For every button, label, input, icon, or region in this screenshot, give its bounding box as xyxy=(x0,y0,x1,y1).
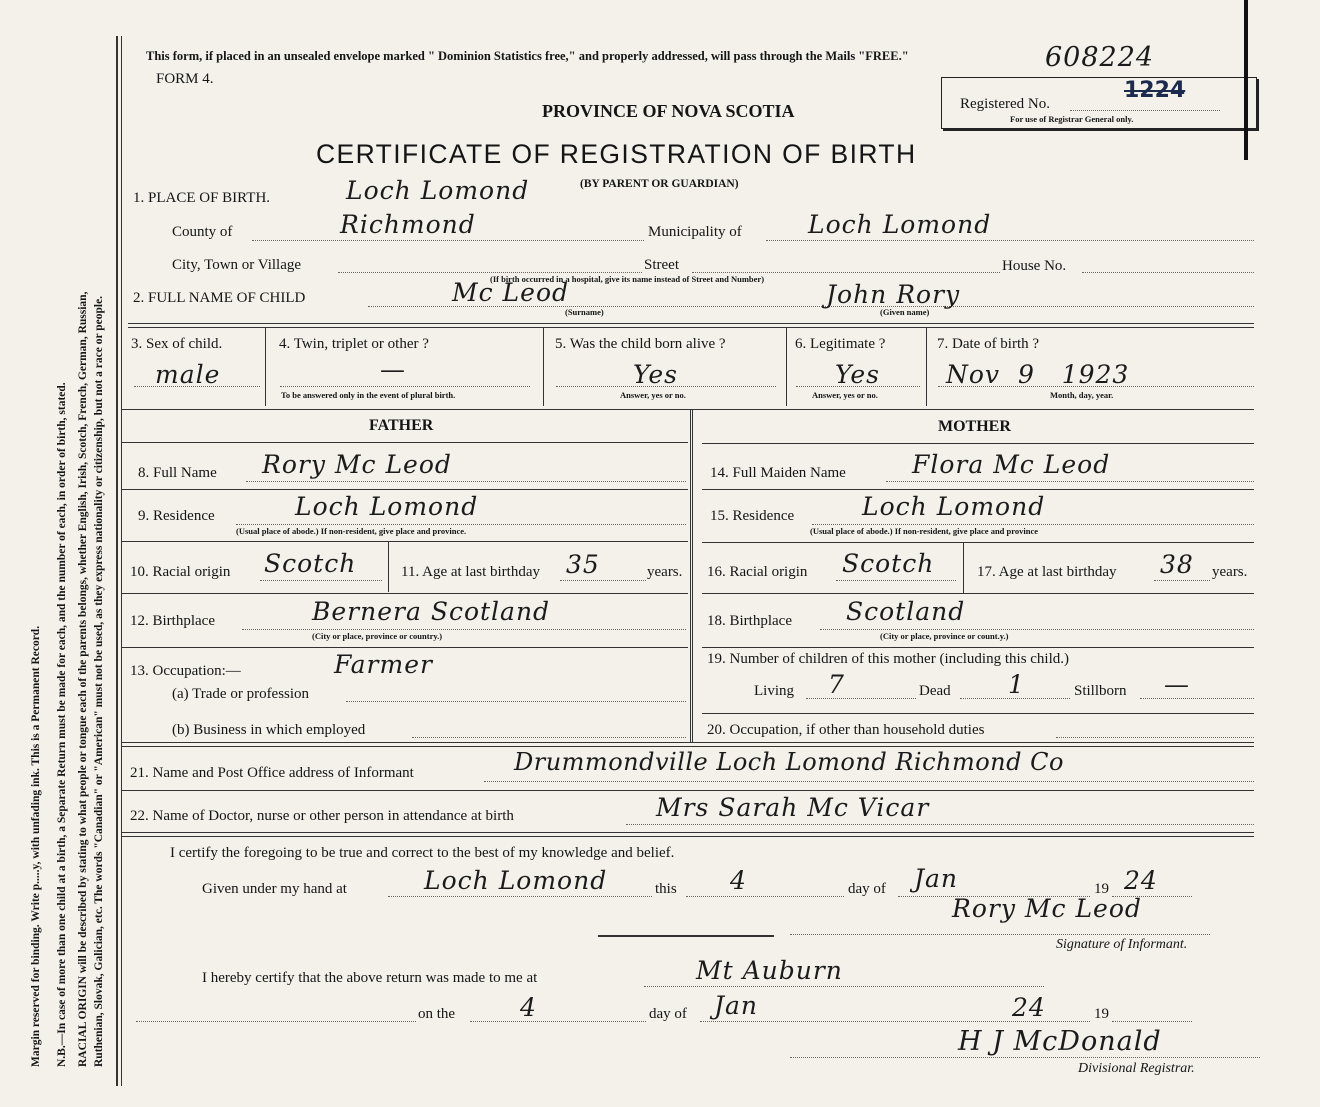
registered-no-box xyxy=(941,77,1257,129)
city-label: City, Town or Village xyxy=(172,257,302,273)
registrar-year-value: 24 xyxy=(1012,993,1046,1022)
surname-caption: (Surname) xyxy=(565,307,604,317)
dead-label: Dead xyxy=(919,683,951,699)
mother-racial-value: Scotch xyxy=(842,549,935,578)
registration-number-handwritten: 608224 xyxy=(1045,42,1155,73)
born-alive-label: 5. Was the child born alive ? xyxy=(555,336,726,352)
born-alive-value: Yes xyxy=(633,360,678,389)
municipality-label: Municipality of xyxy=(648,224,742,240)
registrar-on-label: on the xyxy=(418,1006,456,1022)
divider xyxy=(122,409,1254,410)
legitimate-value: Yes xyxy=(835,360,880,389)
given-month-value: Jan xyxy=(914,864,959,893)
binding-line xyxy=(116,36,118,1086)
given-place-value: Loch Lomond xyxy=(424,866,608,895)
ink-stroke xyxy=(1244,0,1248,160)
father-residence-label: 9. Residence xyxy=(138,508,215,524)
mail-notice: This form, if placed in an unsealed envelope marked " Dominion Statistics free," and properly addressed, will pass through the Mails "FREE." xyxy=(146,49,909,63)
father-racial-label: 10. Racial origin xyxy=(130,564,231,580)
father-occupation-value: Farmer xyxy=(334,650,433,679)
mother-birthplace-label: 18. Birthplace xyxy=(707,613,792,629)
place-of-birth-label: 1. PLACE OF BIRTH. xyxy=(133,190,271,206)
registrar-dayof-label: day of xyxy=(649,1006,687,1022)
mother-name-value: Flora Mc Leod xyxy=(912,450,1111,479)
parents-divider xyxy=(690,410,693,742)
registrar-place-value: Mt Auburn xyxy=(696,956,843,985)
trade-label: (a) Trade or profession xyxy=(172,686,310,702)
father-age-label: 11. Age at last birthday xyxy=(401,564,540,580)
registrar-day-value: 4 xyxy=(520,993,537,1022)
informant-value: Drummondville Loch Lomond Richmond Co xyxy=(514,748,1064,776)
mother-age-label: 17. Age at last birthday xyxy=(977,564,1117,580)
informant-label: 21. Name and Post Office address of Informant xyxy=(130,765,414,781)
twin-note: To be answered only in the event of plural birth. xyxy=(281,390,456,400)
mother-age-years: years. xyxy=(1212,564,1248,580)
mother-racial-label: 16. Racial origin xyxy=(707,564,808,580)
mother-name-label: 14. Full Maiden Name xyxy=(710,465,846,481)
father-birthplace-label: 12. Birthplace xyxy=(130,613,215,629)
father-racial-value: Scotch xyxy=(264,549,357,578)
given-dayof-label: day of xyxy=(848,881,886,897)
mother-age-value: 38 xyxy=(1160,550,1194,579)
province-heading: PROVINCE OF NOVA SCOTIA xyxy=(542,101,795,121)
this-label: this xyxy=(655,881,677,897)
stillborn-label: Stillborn xyxy=(1074,683,1127,699)
father-birthplace-note: (City or place, province or country.) xyxy=(312,631,443,641)
registrar-signature-label: Divisional Registrar. xyxy=(1078,1061,1195,1076)
dead-value: 1 xyxy=(1008,670,1025,699)
given-year-value: 24 xyxy=(1124,866,1158,895)
informant-signature-label: Signature of Informant. xyxy=(1056,937,1188,952)
stillborn-value: — xyxy=(1164,670,1190,699)
street-label: Street xyxy=(644,257,679,273)
by-parent-note: (BY PARENT OR GUARDIAN) xyxy=(580,178,739,190)
hospital-note: (If birth occurred in a hospital, give its name instead of Street and Number) xyxy=(490,274,765,284)
mother-heading: MOTHER xyxy=(938,418,1011,435)
registered-no-stamp: 1224 xyxy=(1124,78,1186,103)
mother-birthplace-value: Scotland xyxy=(846,597,966,626)
legitimate-label: 6. Legitimate ? xyxy=(795,336,886,352)
margin-line-1: Margin reserved for binding. Write p.....y, with unfading ink. This is a Permanent Record. xyxy=(30,625,42,1067)
child-surname-value: Mc Leod xyxy=(452,278,569,307)
legitimate-note: Answer, yes or no. xyxy=(812,390,878,400)
divider xyxy=(128,323,1254,328)
certificate-title: CERTIFICATE OF REGISTRATION OF BIRTH xyxy=(316,139,917,169)
county-value: Richmond xyxy=(340,210,476,239)
doctor-label: 22. Name of Doctor, nurse or other person in attendance at birth xyxy=(130,808,514,824)
living-value: 7 xyxy=(828,670,845,699)
doctor-value: Mrs Sarah Mc Vicar xyxy=(656,793,930,822)
children-count-label: 19. Number of children of this mother (including this child.) xyxy=(707,651,1070,667)
place-of-birth-value: Loch Lomond xyxy=(346,176,530,205)
county-label: County of xyxy=(172,224,233,240)
informant-signature-value: Rory Mc Leod xyxy=(952,894,1142,923)
divider xyxy=(122,742,1254,747)
registrar-month-value: Jan xyxy=(714,991,759,1020)
father-name-value: Rory Mc Leod xyxy=(262,450,452,479)
certify-statement: I certify the foregoing to be true and correct to the best of my knowledge and belief. xyxy=(170,845,675,861)
sex-value: male xyxy=(155,360,221,389)
municipality-value: Loch Lomond xyxy=(808,210,992,239)
given-under-label: Given under my hand at xyxy=(202,881,347,897)
father-occupation-label: 13. Occupation:— xyxy=(130,663,241,679)
margin-line-4: Ruthenian, Slovak, Galician, etc. The words "Canadian" or "American" must not be used, as they express nationality or citizenship, but not a race or people. xyxy=(93,295,105,1067)
sex-label: 3. Sex of child. xyxy=(131,336,223,352)
mother-birthplace-note: (City or place, province or count.y.) xyxy=(880,631,1009,641)
given-year-prefix: 19 xyxy=(1094,881,1109,897)
born-alive-note: Answer, yes or no. xyxy=(620,390,686,400)
father-heading: FATHER xyxy=(369,417,434,434)
margin-line-2: N.B.—In case of more than one child at a birth, a Separate Return must be made for each, and the number of each, in order of birth, stated. xyxy=(56,382,68,1067)
business-label: (b) Business in which employed xyxy=(172,722,366,738)
twin-label: 4. Twin, triplet or other ? xyxy=(279,336,429,352)
father-birthplace-value: Bernera Scotland xyxy=(312,597,551,626)
father-residence-note: (Usual place of abode.) If non-resident, give place and province. xyxy=(236,526,467,536)
registrar-signature-value: H J McDonald xyxy=(958,1026,1162,1057)
living-label: Living xyxy=(754,683,794,699)
father-age-value: 35 xyxy=(566,550,600,579)
registrar-year-prefix: 19 xyxy=(1094,1006,1109,1022)
registered-no-label: Registered No. xyxy=(960,96,1050,112)
date-of-birth-note: Month, day, year. xyxy=(1050,390,1114,400)
child-name-label: 2. FULL NAME OF CHILD xyxy=(133,290,306,306)
twin-value: — xyxy=(380,355,406,384)
date-of-birth-label: 7. Date of birth ? xyxy=(937,336,1040,352)
given-day-value: 4 xyxy=(730,866,747,895)
father-name-label: 8. Full Name xyxy=(138,465,217,481)
mother-residence-value: Loch Lomond xyxy=(862,492,1046,521)
house-no-label: House No. xyxy=(1002,258,1067,274)
date-of-birth-value: Nov 9 1923 xyxy=(946,360,1130,389)
form-number: FORM 4. xyxy=(156,71,214,87)
mother-residence-note: (Usual place of abode.) If non-resident, give place and province xyxy=(810,526,1039,536)
margin-instructions xyxy=(0,0,125,1075)
mother-residence-label: 15. Residence xyxy=(710,508,795,524)
registered-no-note: For use of Registrar General only. xyxy=(1010,114,1134,124)
mother-occupation-label: 20. Occupation, if other than household duties xyxy=(707,722,985,738)
given-name-caption: (Given name) xyxy=(880,307,930,317)
margin-line-3: RACIAL ORIGIN will be described by stating to what people or tongue each of the parents belongs, whether English, Irish, Scotch, French, German, Russian, xyxy=(77,291,89,1067)
father-age-years: years. xyxy=(647,564,683,580)
father-residence-value: Loch Lomond xyxy=(295,492,479,521)
child-given-name-value: John Rory xyxy=(826,280,961,309)
divider xyxy=(122,832,1254,837)
registrar-statement: I hereby certify that the above return was made to me at xyxy=(202,970,538,986)
binding-line-inner xyxy=(121,36,122,1086)
